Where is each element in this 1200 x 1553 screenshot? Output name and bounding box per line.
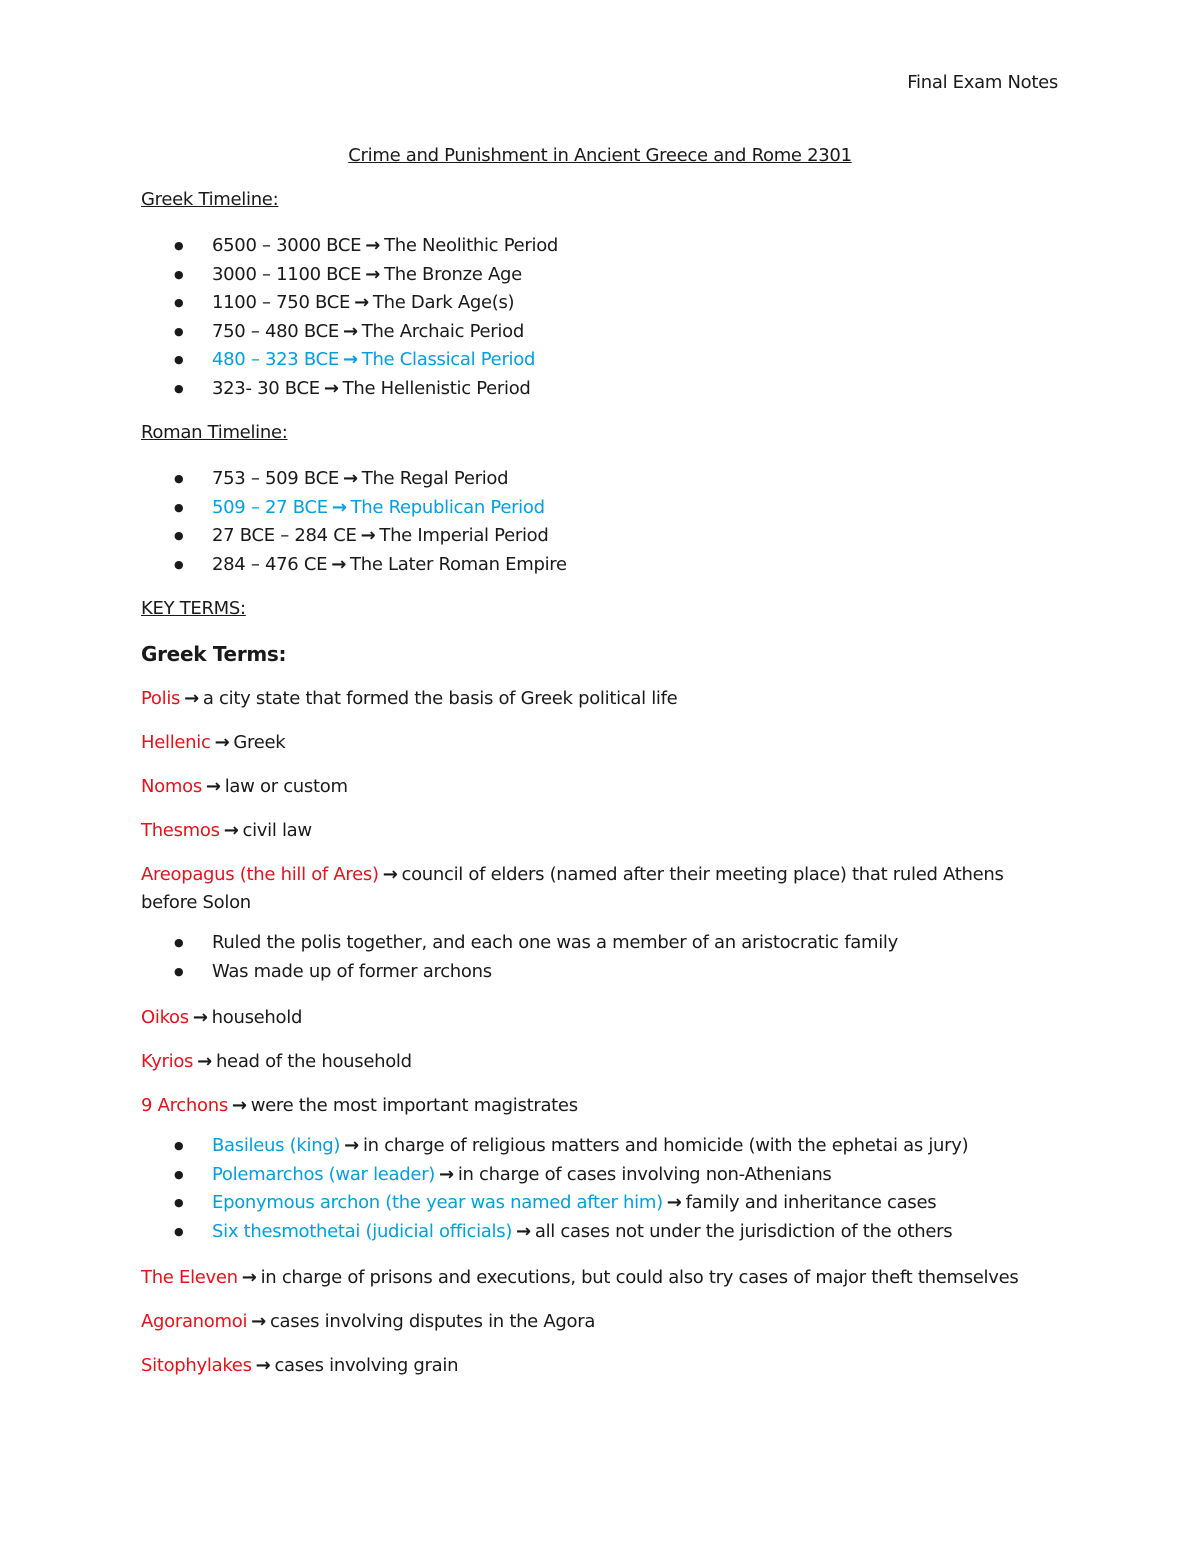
list-item: ● 6500 – 3000 BCE → The Neolithic Period: [141, 232, 1041, 261]
list-item: ● 284 – 476 CE → The Later Roman Empire: [141, 551, 1041, 580]
list-item: ● Basileus (king) → in charge of religious matters and homicide (with the ephetai as jury): [141, 1132, 1041, 1161]
arrow-right-icon: →: [255, 1355, 271, 1376]
arrow-right-icon: →: [342, 468, 358, 489]
arrow-right-icon: →: [214, 732, 230, 753]
list-item: ● 323- 30 BCE → The Hellenistic Period: [141, 375, 1041, 404]
list-item: ● Ruled the polis together, and each one was a member of an aristocratic family: [141, 929, 1041, 958]
list-item: ● Was made up of former archons: [141, 958, 1041, 987]
term-kyrios: Kyrios → head of the household: [141, 1048, 1041, 1076]
roman-timeline-list: [141, 465, 1041, 579]
arrow-right-icon: →: [223, 820, 239, 841]
arrow-right-icon: →: [192, 1007, 208, 1028]
arrow-right-icon: →: [342, 349, 358, 370]
list-item: ● Polemarchos (war leader) → in charge of cases involving non-Athenians: [141, 1161, 1041, 1190]
list-item: ● 27 BCE – 284 CE → The Imperial Period: [141, 522, 1041, 551]
arrow-right-icon: →: [360, 525, 376, 546]
greek-timeline-heading: Greek Timeline:: [141, 189, 279, 210]
arrow-right-icon: →: [197, 1051, 212, 1072]
term-hellenic: Hellenic → Greek: [141, 729, 1041, 757]
arrow-right-icon: →: [331, 553, 347, 575]
arrow-right-icon: →: [365, 263, 381, 285]
arrow-right-icon: →: [439, 1163, 454, 1185]
greek-terms-heading: Greek Terms:: [141, 642, 287, 666]
list-item: ● Six thesmothetai (judicial officials) → all cases not under the jurisdiction of the others: [141, 1218, 1041, 1247]
arrow-right-icon: →: [205, 776, 221, 797]
term-oikos: Oikos → household: [141, 1004, 1041, 1032]
arrow-right-icon: →: [184, 688, 199, 709]
list-item-highlighted: ● 509 – 27 BCE → The Republican Period: [141, 494, 1041, 523]
roman-timeline-heading: Roman Timeline:: [141, 422, 288, 443]
arrow-right-icon: →: [342, 320, 358, 342]
arrow-right-icon: →: [365, 235, 381, 256]
list-item: ● 750 – 480 BCE → The Archaic Period: [141, 318, 1041, 347]
arrow-right-icon: →: [516, 1220, 531, 1242]
arrow-right-icon: →: [344, 1135, 359, 1156]
key-terms-heading: KEY TERMS:: [141, 598, 246, 619]
document-title: Crime and Punishment in Ancient Greece and Rome 2301: [348, 145, 852, 166]
term-the-eleven: The Eleven → in charge of prisons and executions, but could also try cases of major theft themselves: [141, 1264, 1041, 1292]
term-areopagus: Areopagus (the hill of Ares) → council of elders (named after their meeting place) that ruled Athens before Solon: [141, 861, 1041, 917]
arrow-right-icon: →: [354, 292, 369, 313]
term-sitophylakes: Sitophylakes → cases involving grain: [141, 1352, 1041, 1380]
areopagus-bullets: [141, 929, 1041, 986]
document-body: [141, 188, 1041, 1396]
term-thesmos: Thesmos → civil law: [141, 817, 1041, 845]
arrow-right-icon: →: [323, 377, 339, 399]
arrow-right-icon: →: [241, 1267, 257, 1288]
arrow-right-icon: →: [331, 496, 347, 518]
list-item: ● Eponymous archon (the year was named after him) → family and inheritance cases: [141, 1189, 1041, 1218]
greek-timeline-list: [141, 232, 1041, 403]
list-item: ● 1100 – 750 BCE → The Dark Age(s): [141, 289, 1041, 318]
term-nomos: Nomos → law or custom: [141, 773, 1041, 801]
list-item: ● 3000 – 1100 BCE → The Bronze Age: [141, 261, 1041, 290]
arrow-right-icon: →: [251, 1311, 266, 1332]
list-item: ● 753 – 509 BCE → The Regal Period: [141, 465, 1041, 494]
term-agoranomoi: Agoranomoi → cases involving disputes in the Agora: [141, 1308, 1041, 1336]
arrow-right-icon: →: [382, 864, 398, 885]
arrow-right-icon: →: [666, 1192, 682, 1213]
archons-bullets: [141, 1132, 1041, 1246]
page-header: Final Exam Notes: [907, 72, 1058, 93]
term-archons: 9 Archons → were the most important magistrates: [141, 1092, 1041, 1120]
term-polis: Polis → a city state that formed the basis of Greek political life: [141, 685, 1041, 713]
list-item-highlighted: ● 480 – 323 BCE → The Classical Period: [141, 346, 1041, 375]
arrow-right-icon: →: [231, 1095, 247, 1116]
